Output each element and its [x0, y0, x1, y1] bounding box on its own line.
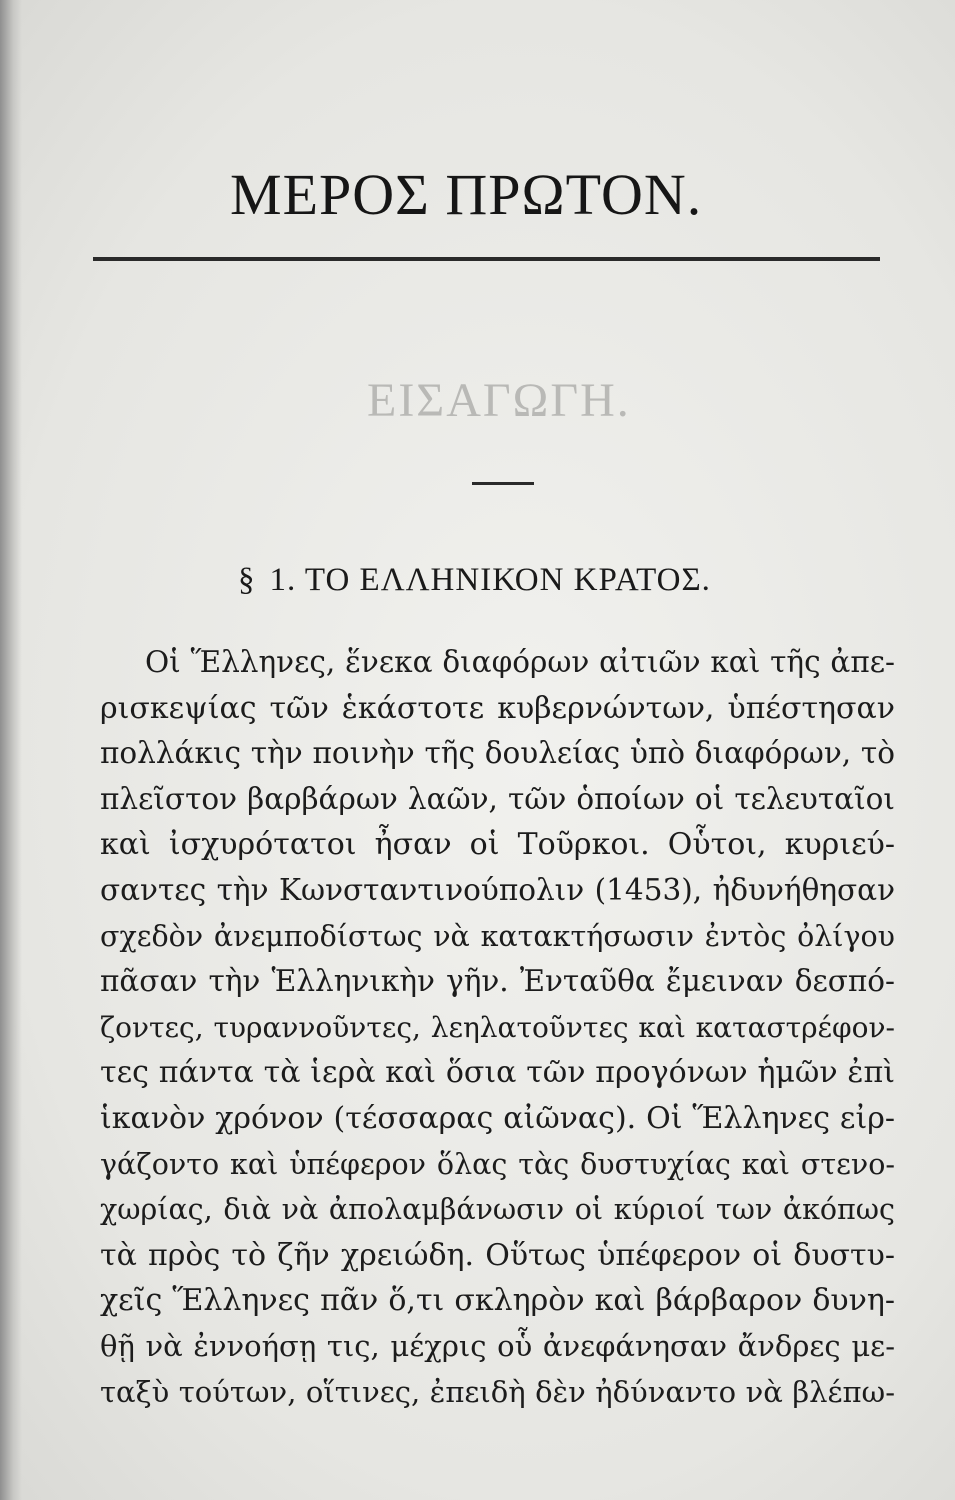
- text-line: πᾶσαν τὴν Ἑλληνικὴν γῆν. Ἐνταῦθα ἔμειναν δεσπό-: [100, 964, 895, 999]
- subtitle-divider: [472, 482, 534, 485]
- text-line: σαντες τὴν Κωνσταντινούπολιν (1453), ἠδυνήθησαν: [100, 872, 895, 907]
- body-paragraph: [100, 640, 895, 1415]
- text-line: τες πάντα τὰ ἱερὰ καὶ ὅσια τῶν προγόνων ἡμῶν ἐπὶ: [100, 1055, 895, 1091]
- text-line: ζοντες, τυραννοῦντες, λεηλατοῦντες καὶ καταστρέφον-: [100, 1010, 895, 1044]
- text-line: χεῖς Ἕλληνες πᾶν ὅ,τι σκληρὸν καὶ βάρβαρον δυνη-: [100, 1283, 895, 1319]
- title-divider: [93, 257, 880, 261]
- section-heading: [238, 558, 798, 602]
- page-binding-shadow: [0, 0, 22, 1500]
- text-line: θῇ νὰ ἐννοήσῃ τις, μέχρις οὗ ἀνεφάνησαν ἄνδρες με-: [100, 1328, 895, 1363]
- text-line: χωρίας, διὰ νὰ ἀπολαμβάνωσιν οἱ κύριοί των ἀκόπως: [100, 1193, 895, 1227]
- text-line: πολλάκις τὴν ποινὴν τῆς δουλείας ὑπὸ διαφόρων, τὸ: [100, 736, 895, 771]
- text-line: ταξὺ τούτων, οἵτινες, ἐπειδὴ δὲν ἠδύναντο νὰ βλέπω-: [100, 1374, 895, 1409]
- section-sign: §: [238, 562, 256, 598]
- chapter-subtitle: ΕΙΣΑΓΩΓΗ.: [367, 374, 631, 427]
- text-line: Οἱ Ἕλληνες, ἕνεκα διαφόρων αἰτιῶν καὶ τῆς ἀπε-: [145, 645, 895, 679]
- text-line: γάζοντο καὶ ὑπέφερον ὅλας τὰς δυστυχίας καὶ στενο-: [100, 1147, 895, 1181]
- part-title: ΜΕΡΟΣ ΠΡΩΤΟΝ.: [230, 162, 703, 227]
- text-line: πλεῖστον βαρβάρων λαῶν, τῶν ὁποίων οἱ τελευταῖοι: [100, 781, 895, 816]
- text-line: τὰ πρὸς τὸ ζῆν χρειώδη. Οὕτως ὑπέφερον οἱ δυστυ-: [100, 1237, 895, 1273]
- text-line: ρισκεψίας τῶν ἑκάστοτε κυβερνώντων, ὑπέστησαν: [100, 690, 895, 726]
- section-title: 1. ΤΟ ΕΛΛΗΝΙΚΟΝ ΚΡΑΤΟΣ.: [269, 562, 711, 598]
- text-line: καὶ ἰσχυρότατοι ἦσαν οἱ Τοῦρκοι. Οὗτοι, κυριεύ-: [100, 827, 895, 863]
- text-line: σχεδὸν ἀνεμποδίστως νὰ κατακτήσωσιν ἐντὸς ὀλίγου: [100, 919, 895, 953]
- text-line: ἱκανὸν χρόνον (τέσσαρας αἰῶνας). Οἱ Ἕλληνες εἰρ-: [100, 1100, 895, 1136]
